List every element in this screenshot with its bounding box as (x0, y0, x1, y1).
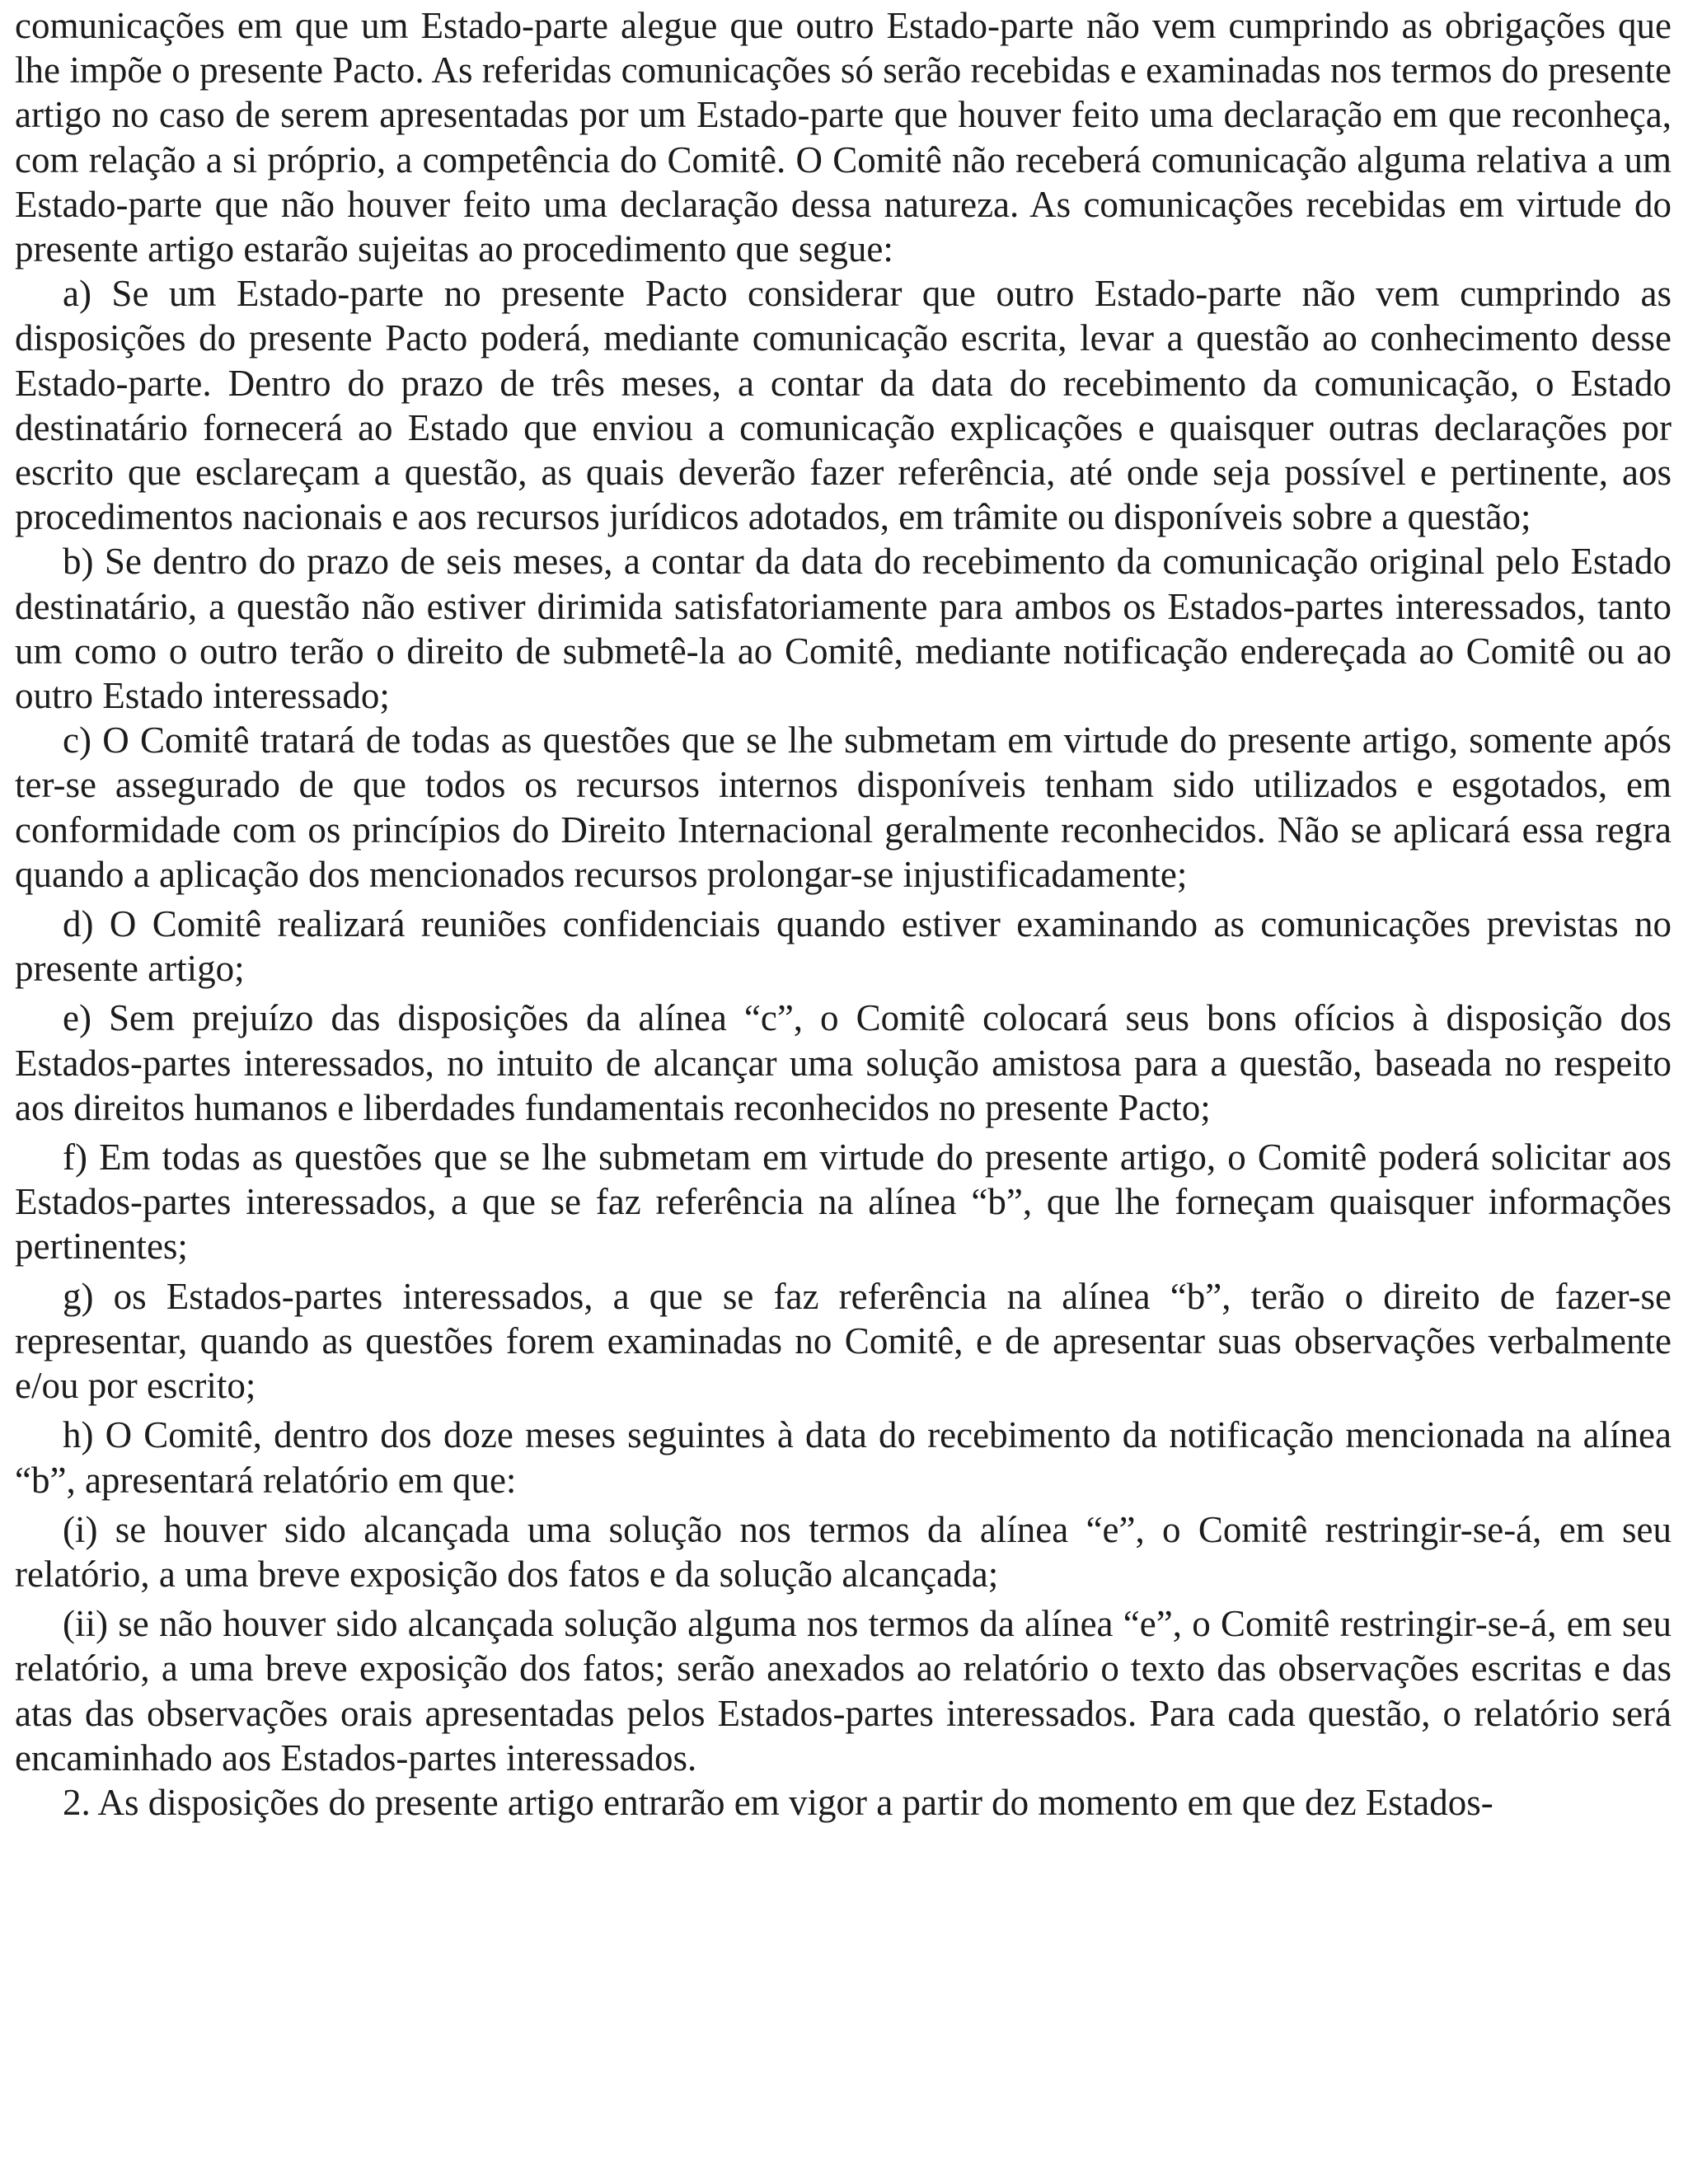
paragraph-item-e: e) Sem prejuízo das disposições da alínea “c”, o Comitê colocará seus bons ofícios à disposição dos Estados-partes interessados, no intuito de alcançar uma solução amistosa para a questão, baseada no respeito aos direitos humanos e liberdades fundamentais reconhecidos no presente Pacto; (15, 997, 1672, 1128)
paragraph-item-h: h) O Comitê, dentro dos doze meses seguintes à data do recebimento da notificação mencionada na alínea “b”, apresentará relatório em que: (15, 1414, 1672, 1501)
paragraph-item-f: f) Em todas as questões que se lhe submetam em virtude do presente artigo, o Comitê poderá solicitar aos Estados-partes interessados, a que se faz referência na alínea “b”, que lhe forneçam quaisquer informações pertinentes; (15, 1137, 1672, 1268)
paragraph-item-b: b) Se dentro do prazo de seis meses, a contar da data do recebimento da comunicação original pelo Estado destinatário, a questão não estiver dirimida satisfatoriamente para ambos os Estados-partes interessados, tanto um como o outro terão o direito de submetê-la ao Comitê, mediante notificação endereçada ao Comitê ou ao outro Estado interessado; (15, 541, 1672, 717)
paragraph-item-d: d) O Comitê realizará reuniões confidenciais quando estiver examinando as comunicações previstas no presente artigo; (15, 903, 1672, 990)
paragraph-item-g: g) os Estados-partes interessados, a que se faz referência na alínea “b”, terão o direito de fazer-se representar, quando as questões forem examinadas no Comitê, e de apresentar suas observações verbalmente e/ou por escrito; (15, 1275, 1672, 1407)
paragraph-item-a: a) Se um Estado-parte no presente Pacto considerar que outro Estado-parte não vem cumprindo as disposições do presente Pacto poderá, mediante comunicação escrita, levar a questão ao conhecimento desse Estado-parte. Dentro do prazo de três meses, a contar da data do recebimento da comunicação, o Estado destinatário fornecerá ao Estado que enviou a comunicação explicações e quaisquer outras declarações por escrito que esclareçam a questão, as quais deverão fazer referência, até onde seja possível e pertinente, aos procedimentos nacionais e aos recursos jurídicos adotados, em trâmite ou disponíveis sobre a questão; (15, 273, 1672, 538)
paragraph-section-2: 2. As disposições do presente artigo entrarão em vigor a partir do momento em que dez Estados- (63, 1781, 1493, 1823)
document-page (15, 3, 1672, 1825)
paragraph-item-h-ii: (ii) se não houver sido alcançada solução alguma nos termos da alínea “e”, o Comitê restringir-se-á, em seu relatório, a uma breve exposição dos fatos; serão anexados ao relatório o texto das observações escritas e das atas das observações orais apresentadas pelos Estados-partes interessados. Para cada questão, o relatório será encaminhado aos Estados-partes interessados. (15, 1603, 1672, 1779)
paragraph-item-c: c) O Comitê tratará de todas as questões que se lhe submetam em virtude do presente artigo, somente após ter-se assegurado de que todos os recursos internos disponíveis tenham sido utilizados e esgotados, em conformidade com os princípios do Direito Internacional geralmente reconhecidos. Não se aplicará essa regra quando a aplicação dos mencionados recursos prolongar-se injustificadamente; (15, 719, 1672, 895)
paragraph-intro: comunicações em que um Estado-parte alegue que outro Estado-parte não vem cumprindo as obrigações que lhe impõe o presente Pacto. As referidas comunicações só serão recebidas e examinadas nos termos do presente artigo no caso de serem apresentadas por um Estado-parte que houver feito uma declaração em que reconheça, com relação a si próprio, a competência do Comitê. O Comitê não receberá comunicação alguma relativa a um Estado-parte que não houver feito uma declaração dessa natureza. As comunicações recebidas em virtude do presente artigo estarão sujeitas ao procedimento que segue: (15, 5, 1672, 270)
paragraph-item-h-i: (i) se houver sido alcançada uma solução nos termos da alínea “e”, o Comitê restringir-se-á, em seu relatório, a uma breve exposição dos fatos e da solução alcançada; (15, 1508, 1672, 1595)
